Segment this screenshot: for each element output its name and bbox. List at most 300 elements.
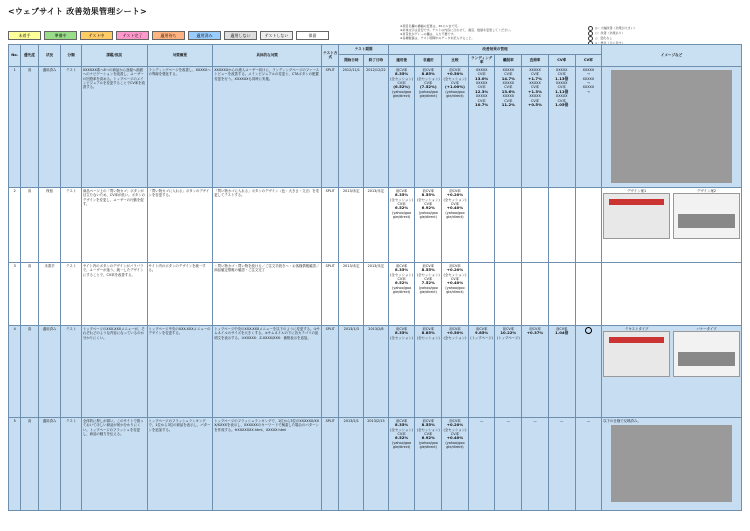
- metric-line: CV率: [450, 432, 459, 437]
- metric-line: CV率: [397, 202, 406, 207]
- row-method: SPLIT: [322, 417, 339, 510]
- row-metric-test: [415, 417, 442, 510]
- metric-line: (yahoo/goo: [392, 440, 412, 445]
- row-start: 2013/未定: [339, 262, 364, 325]
- metric-line: gle/direct): [392, 215, 411, 220]
- metric-line: 前CV率: [395, 326, 408, 331]
- metric-line: (yahoo/goo: [418, 210, 438, 215]
- row-no: 2: [9, 187, 21, 262]
- metric-line: +0.40%: [446, 205, 464, 211]
- metric-line: CV率: [504, 85, 513, 90]
- metric-line: (トップページ): [470, 335, 493, 340]
- design-thumbnail: [603, 193, 670, 239]
- row-metric-after: [388, 325, 415, 417]
- header-summary: 対策概要: [147, 45, 213, 67]
- metric-line: 前CV率: [395, 67, 408, 72]
- metric-line: 8.85%: [421, 71, 435, 77]
- metric-line: (yahoo/goo: [392, 285, 412, 290]
- row-summary: ランディングページを改善し、XXXXXへの導線を強化する。: [147, 66, 213, 187]
- row-metric-ref: [495, 262, 522, 325]
- row-end: 2013/未定: [364, 187, 389, 262]
- metric-line: 前CV率: [422, 188, 434, 193]
- design-option-label: バナータイプ: [696, 326, 717, 331]
- row-image: [602, 325, 742, 417]
- row-summary: 「買い物カゴに入れる」ボタンのデザインを変更する。: [147, 187, 213, 262]
- metric-line: (全セッション): [443, 197, 467, 202]
- metric-line: +0.20%: [446, 422, 464, 428]
- metric-line: CV率: [397, 277, 406, 282]
- metric-line: 8.35%: [394, 330, 409, 336]
- row-no: 5: [9, 417, 21, 510]
- metric-line: 6.92%: [421, 205, 435, 211]
- design-comparison: [603, 327, 740, 377]
- row-metric-ref: [495, 187, 522, 262]
- metric-line: —: [506, 418, 511, 423]
- metric-line: (全セッション): [390, 197, 414, 202]
- row-metric-ref: [522, 187, 549, 262]
- row-detail: XXXXXXからの流入ユーザー向けに、ランディングページのファーストビューを改善する。メインビジュアルの変更と、CTAボタンの配置変更を行う。XXXXXXも同時に実施。: [213, 66, 322, 187]
- metric-line: (全セッション): [416, 335, 440, 340]
- row-metric-after: [388, 262, 415, 325]
- metric-line: gle/direct): [446, 94, 464, 99]
- metric-line: CV率: [397, 432, 406, 437]
- metric-line: +0.5%: [528, 102, 542, 108]
- metric-line: CV率: [530, 98, 540, 103]
- legend-chip: 保留: [296, 31, 329, 40]
- metric-line: CV率: [530, 72, 540, 77]
- metric-line: 前CV率: [422, 263, 434, 268]
- row-metric-compare: [442, 66, 469, 187]
- metric-line: CV率: [450, 277, 459, 282]
- notes-block: [400, 24, 575, 40]
- status-legend: [8, 31, 329, 40]
- row-priority: 高: [21, 417, 38, 510]
- metric-line: →: [586, 89, 590, 94]
- metric-line: 11.2%: [501, 102, 515, 108]
- header-detail: 具体的な対策: [213, 45, 322, 67]
- page-title: <ウェブサイト 改善効果管理シート>: [8, 7, 147, 16]
- header-app-before: 適用後: [388, 55, 415, 67]
- metric-line: XXXXX: [555, 81, 568, 86]
- metric-line: gle/direct): [392, 94, 411, 99]
- header-end: 終了日時: [364, 55, 389, 67]
- metric-line: gle/direct): [392, 445, 411, 450]
- metric-line: +0.40%: [446, 435, 464, 441]
- mark-label: ○：改善（効果あり）: [595, 31, 625, 35]
- row-metric-compare: [442, 325, 469, 417]
- metric-line: (yahoo/goo: [445, 440, 465, 445]
- legend-chip: テストしない: [260, 31, 293, 40]
- row-start: 2013/1/3: [339, 325, 364, 417]
- metric-line: (yahoo/goo: [445, 285, 465, 290]
- metric-line: CV率: [424, 277, 433, 282]
- metric-line: 8.35%: [394, 267, 409, 273]
- row-detail: トップページ中央のXXX-XXXメニューを以下のように変更する。①サムネイルのサイズを大きくする。②サムネイルの下に各カテゴリの説明文を表示する。③XXXXX：Z-XXXX/XXX：価格表示を追加。: [213, 325, 322, 417]
- metric-line: 前CV率: [475, 326, 488, 331]
- metric-line: (全セッション): [416, 272, 440, 277]
- row-status: 適用済み: [38, 66, 61, 187]
- row-image: [602, 187, 742, 262]
- metric-line: gle/direct): [446, 215, 464, 220]
- metric-line: CV率: [557, 72, 566, 77]
- row-result: [575, 66, 602, 187]
- row-priority: 高: [21, 66, 38, 187]
- metric-line: 前CV率: [395, 263, 408, 268]
- metric-line: 14.7%: [501, 75, 515, 81]
- header-ref1: ランディング率: [468, 55, 495, 67]
- metric-line: 6.52%: [394, 435, 409, 441]
- note-line: ※斜体文字は目安です。テストの内容に合わせて、適宜、数値を変更してください。: [400, 28, 514, 32]
- row-metric-ref: [468, 325, 495, 417]
- row-issue: 商品ページ上の「買い物カゴ」ボタンが目立たないため、CV率が低い。ボタンのデザインを変更し、ユーザーの行動を促す。: [81, 187, 147, 262]
- row-metric-compare: [442, 187, 469, 262]
- header-category: 分類: [61, 45, 82, 67]
- row-metric-ref: [522, 417, 549, 510]
- row-priority: 高: [21, 262, 38, 325]
- metric-line: 13.6%: [501, 88, 515, 94]
- row-start: 2012/11/1: [339, 66, 364, 187]
- row-end: 2013/2/15: [364, 417, 389, 510]
- metric-line: CV率: [397, 81, 406, 86]
- metric-line: 前CV率: [395, 188, 408, 193]
- metric-line: (全セッション): [416, 427, 440, 432]
- metric-line: 8.35%: [394, 192, 409, 198]
- metric-line: gle/direct): [419, 290, 437, 295]
- header-priority: 優先度: [21, 45, 38, 67]
- row-detail: ・買い物カゴ・買い物を続ける／ご注文手続きへ・お客様情報確認／商品確定情報の確認・ご注文完了: [213, 262, 322, 325]
- metric-line: gle/direct): [419, 445, 437, 450]
- legend-chip: 適用済み: [188, 31, 221, 40]
- metric-line: 1.05倍: [555, 102, 569, 108]
- mark-label: △：変化なし: [595, 36, 613, 40]
- metric-line: CV率: [504, 98, 513, 103]
- row-metric-compare: [442, 417, 469, 510]
- metric-line: XXXXX: [502, 81, 515, 86]
- metric-line: +1.7%: [528, 75, 542, 81]
- metric-line: 8.55%: [421, 192, 435, 198]
- row-detail: 「買い物カゴに入れる」ボタンのデザイン（色・大きさ・文言）を変更してテストする。: [213, 187, 322, 262]
- metric-line: XXXXX: [529, 94, 541, 99]
- row-image: [602, 66, 742, 187]
- metric-line: 10.22%: [500, 330, 517, 336]
- design-thumbnail: [673, 331, 740, 377]
- metric-line: (全セッション): [390, 76, 414, 81]
- metric-line: 前CV率: [555, 326, 568, 331]
- metric-line: 7.52%: [421, 280, 435, 286]
- evaluation-marks: [588, 26, 738, 46]
- row-issue: トップページのXXX-XXXメニューが、それぞれどのような内容になっているのか分かりにくい。: [81, 325, 147, 417]
- header-image: イメージなど: [602, 45, 742, 67]
- row-image: [602, 262, 742, 325]
- header-effect: 改善効果の管理: [388, 45, 602, 55]
- header-compare: 比較: [442, 55, 469, 67]
- metric-line: +0.37%: [526, 330, 544, 336]
- metric-line: +0.50%: [446, 71, 464, 77]
- metric-line: CV率: [557, 85, 566, 90]
- metric-line: CV率: [530, 85, 540, 90]
- metric-line: XXXXX: [529, 67, 541, 72]
- metric-line: CV率: [450, 81, 459, 86]
- metric-line: (+1.00%): [445, 84, 465, 90]
- row-issue: XXXXXX系へ8つの商品から登録へ画面へのナビゲーションを改善し、ユーザーの回遊率を高める。トップページのメインビジュアルを変更することでCV率を改善する。: [81, 66, 147, 187]
- metric-line: —: [560, 418, 564, 423]
- metric-line: XXXXX: [475, 94, 488, 99]
- metric-line: gle/direct): [392, 290, 411, 295]
- metric-line: 前CV率: [449, 418, 461, 423]
- metric-line: (全セッション): [443, 272, 467, 277]
- metric-line: gle/direct): [446, 445, 464, 450]
- header-issue: 課題/仮説: [81, 45, 147, 67]
- note-line: ※項目名欄の横幅の変更は、20セルまで可。: [400, 24, 461, 28]
- row-metric-ref: [522, 262, 549, 325]
- metric-line: CV率: [504, 72, 513, 77]
- header-status: 状況: [38, 45, 61, 67]
- improvement-table: [8, 44, 742, 511]
- metric-line: CV率: [477, 72, 486, 77]
- row-result: [575, 417, 602, 510]
- legend-chip: 未着手: [8, 31, 41, 40]
- row-category: テスト: [61, 417, 82, 510]
- metric-line: (全セッション): [416, 197, 440, 202]
- metric-line: (全セッション): [443, 76, 467, 81]
- metric-line: CV率: [424, 202, 433, 207]
- row-issue: サイト内のボタンのデザインがバラバラで、ユーザーが迷う。統一したデザインにすることで、CV率を改善する。: [81, 262, 147, 325]
- metric-line: XXXXX: [475, 81, 488, 86]
- metric-line: 前CV率: [529, 326, 541, 331]
- row-start: 2013/2/1: [339, 417, 364, 510]
- row-method: SPLIT: [322, 325, 339, 417]
- row-metric-test: [415, 187, 442, 262]
- metric-line: (全セッション): [443, 427, 467, 432]
- metric-line: gle/direct): [419, 215, 437, 220]
- row-detail: トップページのフラッシュランキングで、1位から3位のXXXXXX/XXX/XXXXを表示し、XXXXXXのキーワードで検索した場合のパターンを作成する。※XXXXXXX.html、XXXXX.html: [213, 417, 322, 510]
- row-method: SPLIT: [322, 187, 339, 262]
- table-row: [9, 262, 742, 325]
- metric-line: (全セッション): [390, 272, 414, 277]
- metric-line: (yahoo/goo: [418, 440, 438, 445]
- metric-line: 9.85%: [475, 330, 489, 336]
- design-thumbnail: [603, 331, 670, 377]
- metric-line: +0.40%: [446, 280, 464, 286]
- metric-line: gle/direct): [446, 290, 464, 295]
- metric-line: 1.13倍: [555, 75, 569, 81]
- design-option-label: デザイン案2: [697, 188, 717, 193]
- metric-line: 前CV率: [449, 188, 461, 193]
- metric-line: (全セッション): [390, 427, 414, 432]
- row-no: 4: [9, 325, 21, 417]
- row-end: 2012/12/22: [364, 66, 389, 187]
- note-line: ※背景色がグレーの欄は、入力不要です。: [400, 32, 457, 36]
- row-metric-after: [388, 187, 415, 262]
- metric-line: (yahoo/goo: [445, 89, 465, 94]
- header-ref4: CV率: [548, 55, 575, 67]
- row-metric-ref: [548, 262, 575, 325]
- legend-chip: 準備中: [44, 31, 77, 40]
- header-period: テスト期間: [339, 45, 388, 55]
- row-metric-test: [415, 66, 442, 187]
- header-no: No.: [9, 45, 21, 67]
- metric-line: XXXXX: [582, 67, 595, 72]
- metric-line: 12.3%: [475, 88, 489, 94]
- metric-line: (6.52%): [393, 84, 410, 90]
- metric-line: +0.20%: [446, 267, 464, 273]
- metric-line: (全セッション): [390, 335, 414, 340]
- row-metric-test: [415, 325, 442, 417]
- row-status: 保留: [38, 187, 61, 262]
- row-category: テスト: [61, 262, 82, 325]
- row-status: 適用済み: [38, 417, 61, 510]
- note-line: ※各種数値は、テスト期間中のデータを記入すること。: [400, 36, 475, 40]
- metric-line: 前CV率: [422, 418, 434, 423]
- metric-line: (全セッション): [443, 335, 467, 340]
- row-priority: 高: [21, 325, 38, 417]
- metric-line: +0.20%: [446, 192, 464, 198]
- design-comparison: [603, 189, 740, 239]
- row-summary: トップページのフラッシュランキングで、1位から3位の商品を表示し、パターンを追加する。: [147, 417, 213, 510]
- header-ref5: CV率: [575, 55, 602, 67]
- row-category: テスト: [61, 325, 82, 417]
- row-metric-after: [388, 417, 415, 510]
- image-note: 以下の仕様で反映済み。: [603, 418, 641, 423]
- row-metric-ref: [522, 325, 549, 417]
- row-result: [575, 325, 602, 417]
- metric-line: (yahoo/goo: [392, 89, 412, 94]
- mark-label: ◎：大幅改善（効果が大きい）: [595, 26, 637, 30]
- row-end: 2013/2/8: [364, 325, 389, 417]
- row-category: テスト: [61, 66, 82, 187]
- screenshot-placeholder: [611, 425, 731, 502]
- row-status: 未着手: [38, 262, 61, 325]
- metric-line: →: [586, 72, 590, 77]
- metric-line: (トップページ): [496, 335, 520, 340]
- table-row: [9, 187, 742, 262]
- row-result: [575, 262, 602, 325]
- metric-line: XXXXX: [555, 67, 568, 72]
- table-row: [9, 417, 742, 510]
- row-priority: 高: [21, 187, 38, 262]
- table-row: [9, 66, 742, 187]
- row-metric-ref: [495, 66, 522, 187]
- metric-line: CV率: [557, 98, 566, 103]
- metric-line: (yahoo/goo: [418, 89, 438, 94]
- metric-line: 8.55%: [421, 267, 435, 273]
- metric-line: 前CV率: [422, 326, 434, 331]
- metric-line: 6.92%: [421, 435, 435, 441]
- design-option-label: デザイン案1: [627, 188, 647, 193]
- design-option: [603, 327, 670, 377]
- metric-line: —: [586, 418, 591, 423]
- legend-chip: 適用しない: [224, 31, 257, 40]
- row-metric-ref: [468, 262, 495, 325]
- row-end: 2013/未定: [364, 262, 389, 325]
- metric-line: —: [479, 418, 484, 423]
- metric-line: +0.50%: [446, 330, 464, 336]
- metric-line: —: [533, 418, 537, 423]
- header-ref2: 離脱率: [495, 55, 522, 67]
- metric-line: 13.0%: [475, 75, 489, 81]
- row-metric-ref: [522, 66, 549, 187]
- metric-line: 6.52%: [394, 280, 409, 286]
- metric-line: 8.35%: [394, 422, 409, 428]
- row-metric-ref: [548, 187, 575, 262]
- row-result: [575, 187, 602, 262]
- metric-line: 前CV率: [502, 326, 515, 331]
- row-metric-test: [415, 262, 442, 325]
- design-option: [673, 189, 740, 239]
- metric-line: CV率: [424, 432, 433, 437]
- row-category: テスト: [61, 187, 82, 262]
- metric-line: 前CV率: [422, 67, 434, 72]
- design-thumbnail: [673, 193, 740, 239]
- row-no: 1: [9, 66, 21, 187]
- metric-line: XXXXX: [502, 94, 515, 99]
- metric-line: (yahoo/goo: [445, 210, 465, 215]
- row-metric-ref: [468, 66, 495, 187]
- row-start: 2013/未定: [339, 187, 364, 262]
- metric-line: (7.52%): [419, 84, 437, 90]
- legend-chip: 適用待ち: [152, 31, 185, 40]
- metric-line: gle/direct): [419, 94, 437, 99]
- metric-line: 前CV率: [395, 418, 408, 423]
- metric-line: CV率: [424, 81, 433, 86]
- row-no: 3: [9, 262, 21, 325]
- row-metric-ref: [468, 187, 495, 262]
- row-metric-ref: [495, 417, 522, 510]
- design-option-label: テキストタイプ: [624, 326, 649, 331]
- row-issue: 全体的に押しが弱い。このサイトで扱っておいてほしい商品が何か分かりにくい。トップページのフラッシュを変更し、商品の魅力を伝える。: [81, 417, 147, 510]
- metric-line: 10.7%: [475, 102, 489, 108]
- row-metric-ref: [548, 417, 575, 510]
- metric-line: 1.11倍: [555, 88, 569, 94]
- row-metric-ref: [548, 66, 575, 187]
- row-method: SPLIT: [322, 66, 339, 187]
- design-option: [673, 327, 740, 377]
- metric-line: 8.55%: [421, 422, 435, 428]
- metric-line: 1.04倍: [555, 330, 569, 336]
- metric-line: 6.52%: [394, 205, 409, 211]
- metric-line: 前CV率: [449, 263, 461, 268]
- legend-chip: テスト完了: [116, 31, 149, 40]
- metric-line: (全セッション): [416, 76, 440, 81]
- metric-line: CV率: [477, 85, 486, 90]
- metric-line: (yahoo/goo: [392, 210, 412, 215]
- screenshot-placeholder: [611, 70, 731, 183]
- evaluation-circle-icon: [585, 327, 592, 334]
- metric-line: (yahoo/goo: [418, 285, 438, 290]
- row-metric-ref: [495, 325, 522, 417]
- metric-line: 8.35%: [394, 71, 409, 77]
- row-method: SPLIT: [322, 262, 339, 325]
- metric-line: XXXXX: [555, 94, 568, 99]
- legend-chip: テスト中: [80, 31, 113, 40]
- metric-line: 8.85%: [421, 330, 435, 336]
- metric-line: →: [586, 81, 590, 86]
- metric-line: XXXXX: [582, 85, 595, 90]
- metric-line: XXXXX: [529, 81, 541, 86]
- metric-line: +1.3%: [528, 88, 542, 94]
- metric-line: 前CV率: [449, 326, 461, 331]
- row-summary: トップページ中央のXXX-XXXメニューのデザインを変更する。: [147, 325, 213, 417]
- design-option: [603, 189, 670, 239]
- table-row: [9, 325, 742, 417]
- header-ref3: 直帰率: [522, 55, 549, 67]
- row-status: 適用済み: [38, 325, 61, 417]
- metric-line: 前CV率: [449, 67, 461, 72]
- row-metric-ref: [548, 325, 575, 417]
- metric-line: CV率: [450, 202, 459, 207]
- row-metric-ref: [468, 417, 495, 510]
- row-metric-after: [388, 66, 415, 187]
